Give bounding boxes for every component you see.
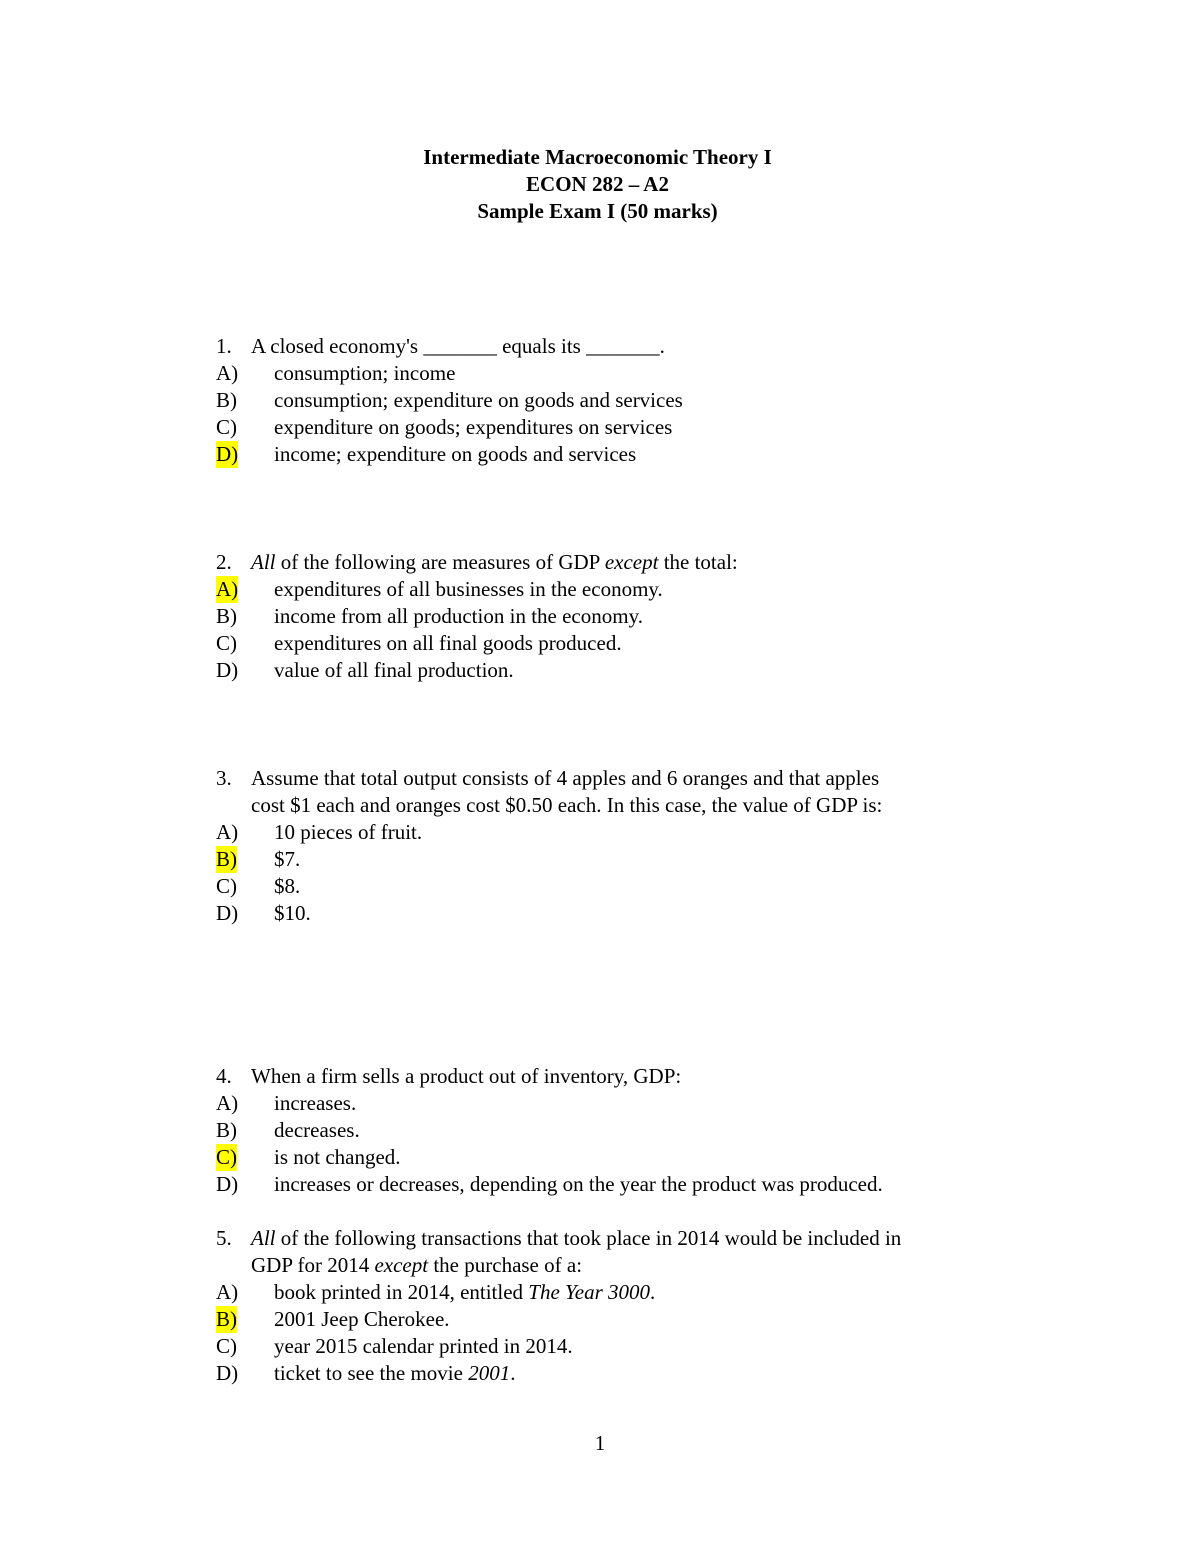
option-a bbox=[216, 819, 996, 846]
option-text: increases. bbox=[274, 1091, 357, 1115]
option-c bbox=[216, 1144, 996, 1171]
question-stem bbox=[216, 333, 996, 360]
question-stem bbox=[216, 1225, 996, 1279]
option-text: book printed in 2014, entitled bbox=[274, 1280, 529, 1304]
option-text: $8. bbox=[274, 874, 301, 898]
option-text: . bbox=[510, 1361, 516, 1385]
question-text: When a firm sells a product out of inventory, GDP: bbox=[251, 1064, 682, 1088]
option-b bbox=[216, 603, 996, 630]
course-title: Intermediate Macroeconomic Theory I bbox=[423, 145, 772, 169]
option-letter: C) bbox=[216, 415, 237, 439]
movie-title: 2001 bbox=[468, 1361, 511, 1385]
option-letter: D) bbox=[216, 1172, 239, 1196]
option-c bbox=[216, 630, 996, 657]
option-a bbox=[216, 360, 996, 387]
exam-title: Sample Exam I (50 marks) bbox=[477, 199, 718, 223]
option-text: income; expenditure on goods and services bbox=[274, 442, 637, 466]
emphasis-text: except bbox=[604, 550, 659, 574]
question-number: 2. bbox=[216, 550, 232, 574]
option-text: 2001 Jeep Cherokee. bbox=[274, 1307, 450, 1331]
option-text: value of all final production. bbox=[274, 658, 514, 682]
option-letter: C) bbox=[216, 631, 237, 655]
option-letter: B) bbox=[216, 1118, 237, 1142]
question-text-line bbox=[251, 1225, 996, 1252]
option-text: ticket to see the movie bbox=[274, 1361, 469, 1385]
question-text: of the following are measures of GDP bbox=[275, 550, 605, 574]
option-d bbox=[216, 1360, 996, 1387]
page-number: 1 bbox=[594, 1431, 606, 1455]
option-letter: D) bbox=[216, 658, 239, 682]
option-b bbox=[216, 846, 996, 873]
option-text: consumption; income bbox=[274, 361, 456, 385]
option-letter: A) bbox=[216, 1280, 239, 1304]
option-text: expenditures on all final goods produced. bbox=[274, 631, 622, 655]
question-number: 4. bbox=[216, 1064, 232, 1088]
emphasis-text: except bbox=[374, 1253, 429, 1277]
option-letter: A) bbox=[216, 361, 239, 385]
option-text: increases or decreases, depending on the year the product was produced. bbox=[274, 1172, 883, 1196]
emphasis-text: All bbox=[251, 550, 276, 574]
option-c bbox=[216, 873, 996, 900]
option-a bbox=[216, 1279, 996, 1306]
question-text: A closed economy's _______ equals its _______. bbox=[251, 334, 665, 358]
option-d bbox=[216, 1171, 996, 1198]
option-letter: D) bbox=[216, 1361, 239, 1385]
option-letter: D) bbox=[216, 901, 239, 925]
question-text: the purchase of a: bbox=[428, 1253, 583, 1277]
option-text: 10 pieces of fruit. bbox=[274, 820, 423, 844]
book-title: The Year 3000 bbox=[528, 1280, 651, 1304]
option-letter-highlighted: A) bbox=[216, 577, 239, 601]
option-text: year 2015 calendar printed in 2014. bbox=[274, 1334, 573, 1358]
option-a bbox=[216, 576, 996, 603]
option-b bbox=[216, 387, 996, 414]
question-stem bbox=[216, 765, 996, 819]
question-stem bbox=[216, 1063, 996, 1090]
question-text: of the following transactions that took place in 2014 would be included in bbox=[275, 1226, 902, 1250]
question-text: GDP for 2014 bbox=[251, 1253, 375, 1277]
option-letter: C) bbox=[216, 874, 237, 898]
question-5 bbox=[216, 1225, 996, 1387]
option-letter-highlighted: B) bbox=[216, 847, 237, 871]
option-c bbox=[216, 414, 996, 441]
option-letter: A) bbox=[216, 1091, 239, 1115]
question-2 bbox=[216, 549, 996, 684]
option-text: consumption; expenditure on goods and services bbox=[274, 388, 683, 412]
question-text-line bbox=[251, 1252, 996, 1279]
option-a bbox=[216, 1090, 996, 1117]
option-letter: B) bbox=[216, 388, 237, 412]
option-text: income from all production in the economy. bbox=[274, 604, 643, 628]
option-d bbox=[216, 900, 996, 927]
question-number: 1. bbox=[216, 334, 232, 358]
question-text: cost $1 each and oranges cost $0.50 each. In this case, the value of GDP is: bbox=[251, 793, 883, 817]
option-text: . bbox=[650, 1280, 656, 1304]
question-1 bbox=[216, 333, 996, 468]
option-letter-highlighted: B) bbox=[216, 1307, 237, 1331]
course-code: ECON 282 – A2 bbox=[526, 172, 669, 196]
question-stem bbox=[216, 549, 996, 576]
option-b bbox=[216, 1117, 996, 1144]
option-text: is not changed. bbox=[274, 1145, 401, 1169]
option-letter: C) bbox=[216, 1334, 237, 1358]
option-letter: A) bbox=[216, 820, 239, 844]
question-text: Assume that total output consists of 4 apples and 6 oranges and that apples bbox=[251, 766, 880, 790]
option-d bbox=[216, 441, 996, 468]
option-letter-highlighted: D) bbox=[216, 442, 239, 466]
option-letter-highlighted: C) bbox=[216, 1145, 237, 1169]
exam-header bbox=[0, 144, 1195, 225]
option-text: expenditures of all businesses in the economy. bbox=[274, 577, 663, 601]
option-letter: B) bbox=[216, 604, 237, 628]
emphasis-text: All bbox=[251, 1226, 276, 1250]
option-text: expenditure on goods; expenditures on services bbox=[274, 415, 673, 439]
option-text: $7. bbox=[274, 847, 301, 871]
question-3 bbox=[216, 765, 996, 927]
question-number: 5. bbox=[216, 1226, 232, 1250]
option-text: $10. bbox=[274, 901, 311, 925]
question-4 bbox=[216, 1063, 996, 1198]
option-b bbox=[216, 1306, 996, 1333]
option-c bbox=[216, 1333, 996, 1360]
question-text: the total: bbox=[658, 550, 738, 574]
option-d bbox=[216, 657, 996, 684]
question-number: 3. bbox=[216, 766, 232, 790]
option-text: decreases. bbox=[274, 1118, 360, 1142]
